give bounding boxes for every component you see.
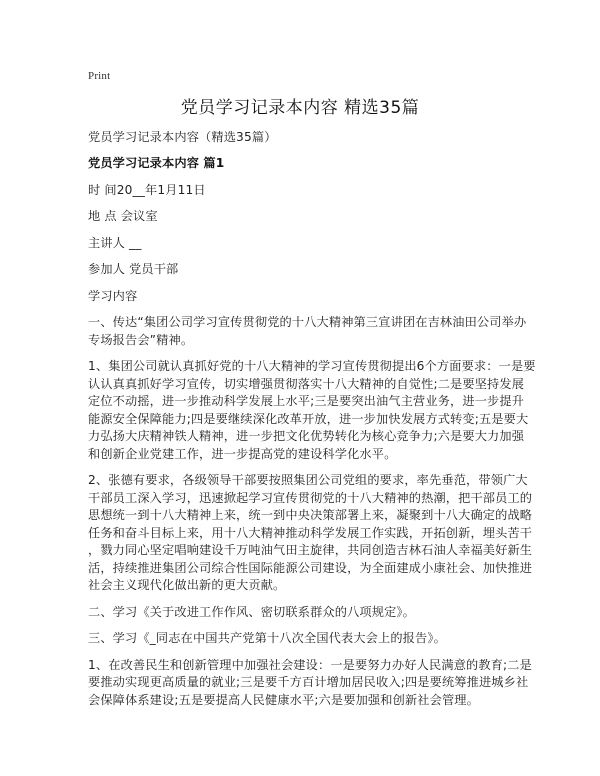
meta-location: 地 点 会议室 xyxy=(88,209,158,223)
meta-participants: 参加人 党员干部 xyxy=(88,262,179,276)
meta-time: 时 间20__年1月11日 xyxy=(88,182,206,197)
document-body xyxy=(88,129,536,718)
paragraph-line: 社会主义现代化做出新的更大贡献。 xyxy=(88,578,286,592)
paragraph-line: 专场报告会”精神。 xyxy=(88,332,194,347)
paragraph-line: 活，持续推进集团公司综合性国际能源公司建设，为全面建成小康社会、加快推进 xyxy=(88,560,533,575)
paragraph-line: 二、学习《关于改进工作作风、密切联系群众的八项规定》。 xyxy=(88,604,416,619)
print-label: Print xyxy=(88,70,111,82)
paragraph-line: 1、集团公司就认真抓好党的十八大精神的学习宣传贯彻提出6个方面要求：一是要 xyxy=(88,359,536,373)
paragraph-line: 能源安全保障能力;四是要继续深化改革开放，进一步加快发展方式转变;五是要大 xyxy=(88,411,529,426)
paragraph-line: 会保障体系建设;五是要提高人民健康水平;六是要加强和创新社会管理。 xyxy=(88,692,479,707)
meta-speaker: 主讲人 __ xyxy=(88,235,142,250)
paragraph-line: 思想统一到十八大精神上来，统一到中央决策部署上来，凝聚到十八大确定的战略 xyxy=(88,508,533,522)
paragraph-4 xyxy=(88,604,516,622)
paragraph-line: 力弘扬大庆精神铁人精神，进一步把文化优势转化为核心竞争力;六是要大力加强 xyxy=(88,429,525,443)
paragraph-line: 要推动实现更高质量的就业;三是要千方百计增加居民收入;四是要统筹推进城乡社 xyxy=(88,675,529,689)
content-label: 学习内容 xyxy=(88,288,138,303)
section-heading: 党员学习记录本内容 篇1 xyxy=(88,156,225,170)
paragraph-line: 一、传达“集团公司学习宣传贯彻党的十八大精神第三宣讲团在吉林油田公司举办 xyxy=(88,315,527,329)
paragraph-line: 定位不动摇，进一步推动科学发展上水平;三是要突出油气主营业务，进一步提升 xyxy=(88,394,525,408)
paragraph-line: 干部员工深入学习，迅速掀起学习宣传贯彻党的十八大精神的热潮，把干部员工的 xyxy=(88,490,533,505)
paragraph-line: 1、在改善民生和创新管理中加强社会建设：一是要努力办好人民满意的教育;二是 xyxy=(88,657,532,672)
paragraph-6 xyxy=(88,657,532,710)
paragraph-1 xyxy=(88,314,527,349)
paragraph-line: 和创新企业党建工作，进一步提高党的建设科学化水平。 xyxy=(88,446,397,461)
paragraph-line: 任务和奋斗目标上来，用十八大精神推动科学发展工作实践，开拓创新，埋头苦干 xyxy=(88,525,533,540)
paragraph-line: ，戮力同心坚定唱响建设千万吨油气田主旋律，共同创造吉林石油人幸福美好新生 xyxy=(88,543,533,557)
paragraph-5 xyxy=(88,630,516,648)
paragraph-line: 三、学习《_同志在中国共产党第十八次全国代表大会上的报告》。 xyxy=(88,631,446,645)
page-title: 党员学习记录本内容 精选35篇 xyxy=(180,98,420,118)
paragraph-line: 2、张德有要求，各级领导干部要按照集团公司党组的要求，率先垂范，带领广大 xyxy=(88,473,528,487)
document-subtitle: 党员学习记录本内容（精选35篇） xyxy=(88,130,277,144)
paragraph-2 xyxy=(88,358,536,463)
paragraph-3 xyxy=(88,472,533,595)
paragraph-line: 认认真真抓好学习宣传，切实增强贯彻落实十八大精神的自觉性;二是要坚持发展 xyxy=(88,376,525,391)
